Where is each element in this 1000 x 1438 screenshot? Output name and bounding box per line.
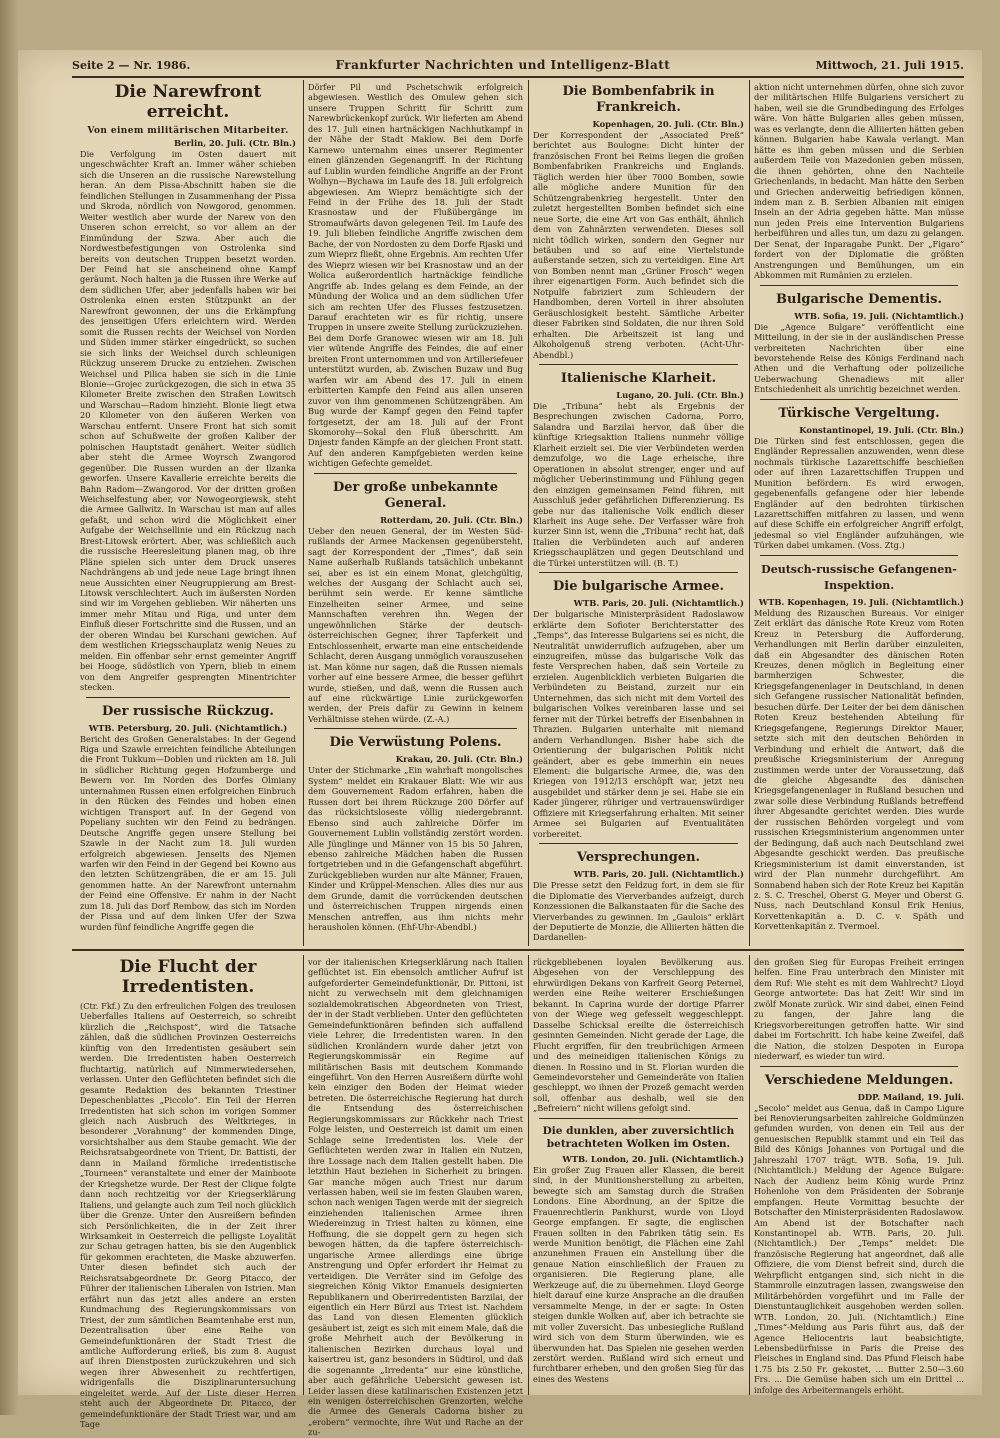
article-title: Die dunklen, aber zuversichtlich betrachteten Wolken im Osten. [542,1124,735,1150]
article-title: Die Bombenfabrik in Frankreich. [562,84,715,115]
article-title: Italienische Klarheit. [560,370,717,386]
article-divider [539,364,738,365]
article-dateline: Kopenhagen, 20. Juli. (Ctr. Bln.) [592,119,744,129]
column-4 [754,82,964,946]
article-dateline: Konstantinopel, 19. Juli. (Ctr. Bln.) [799,424,964,435]
article-body: (Ctr. Fkf.) Zu den erfreulichen Folgen des treulosen Ueberfalles Italiens auf Oesterreich, so schreibt kürzlich die „Reichspost“, wird die Tatsache zählen, daß die südlichen Provinzen Oesterreichs künftig von den Irredentisten gesäubert sein werden. Die Irredentisten haben Oesterreich fluchtartig, natürlich auf Nimmerwiedersehen, verlassen. Unter den Geflüchteten befindet sich die gesamte Redaktion des bekannten Triestiner Depeschenblattes „Piccolo“. Ein Teil der Herren Irredentisten hat sich schon im vorigen Sommer gleich nach Ausbruch des Weltkrieges, in besonderer „Vorahnung“ der kommenden Dinge, vorsichtshalber aus dem Staube gemacht. Wie der Reichsratsabgeordnete von Trient, Dr. Battisti, der dann in Mailand förmliche irredentistische „Tourneen“ veranstaltete und einer der Mainboote der Kriegshetze wurde. Der Rest der Clique folgte dann noch rechtzeitig vor der Kriegserklärung Italiens, und gelangte auch zum Teil noch glücklich über die Grenze. Unter den Ausreißern befinden sich Persönlichkeiten, die in der Zeit ihrer Wirksamkeit in Oesterreich die pelligste Loyalität zur Schau getragen hatten, bis sie den Augenblick für gekommen erachteten, die Maske abzuwerfen. Unter diesen befindet sich auch der Reichsratsabgeordnete Dr. Georg Pitacco, der Führer der italienischen Liberalen von Istrien. Man erfährt nun das jetzt alles andere an ersten Kundmachung des Regierungskommissars von Triest, der zum sämtlichen Beamtenhabe erst nun, Dezentralisation über eine Reihe von Gemeindefunktionären der Stadt Triest die amtliche Aufforderung erließ, bis zum 8. August auf ihren Dienstposten zurückzukehren und sich wegen ihrer Abwesenheit zu rechtfertigen, widrigenfalls die Disziplinaruntersuchung eingeleitet werde. Auf der Liste dieser Herren steht auch der Abgeordnete Dr. Pitacco, der gemeindefunktionäre der Stadt Triest war, und am Tage [80,1001,296,1430]
article-dateline: Rotterdam, 20. Juli. (Ctr. Bln.) [380,514,523,525]
article-title: Türkische Vergeltung. [778,405,940,421]
article-divider [539,1118,738,1119]
article-divider [314,473,517,474]
header-rule [72,76,964,78]
article-dateline: WTB. Petersburg, 20. Juli. (Nichtamtlich.) [88,722,288,733]
column-divider [303,955,304,1395]
column-7 [533,957,744,1395]
article-divider [86,697,290,698]
section-divider [72,949,964,951]
article-body: Die „Agence Bulgare“ veröffentlicht eine Mitteilung, in der sie in der ausländischen Presse verbreiteten Nachrichten über eine bevorstehende Reise des Königs Ferdinand nach Athen und die Verhaftung oder polizeiliche Ueberwachung Ghenadiews mit aller Entschiedenheit als unrichtig bezeichnet werden. [754,321,964,395]
article-subtitle: Von einem militärischen Mitarbeiter. [87,126,289,136]
article-dateline: WTB. Paris, 20. Juli. (Nichtamtlich.) [573,598,744,609]
article-dateline: WTB. Sofia, 19. Juli. (Nichtamtlich.) [794,310,964,321]
column-2 [308,82,523,946]
article-body: rückgebliebenen loyalen Bevölkerung aus. Abgesehen von der Verschleppung des ehrwürdigen Dekans von Karfreit Georg Peternel, werden eine Reihe weiterer Erschießungen bekannt. In Caprina wurde der dortige Pfarrer von der Wiege weg gefesselt weggeschleppt. Dasselbe Schicksal ereilte die österreichisch gesinnten Gemeinden. Nicht gerade der Lage, die Flucht ergriffen, für den treubrüchigen Armeen und des meineidigen italienischen Königs zu dienen. In Rossino und in St. Florian wurden die Gemeindevorsteher und Gemeinderäte von Italien geschleppt, wo ihnen der Prozeß gemacht werden soll, offenbar aus deshalb, weil sie den „Befreiern“ nicht willens gefolgt sind. [533,957,744,1114]
column-divider [303,80,304,946]
header-date: Mittwoch, 21. Juli 1915. [815,58,964,72]
column-divider [528,80,529,946]
article-title: Die Narewfront erreicht. [114,82,262,122]
article-title: Der große unbekannte General. [332,479,499,511]
article-divider [760,1066,958,1067]
article-dateline: Lugano, 20. Juli. (Ctr. Bln.) [616,389,744,400]
article-body: Die Türken sind fest entschlossen, gegen die Engländer Repressalien anzuwenden, wenn diese nochmals türkische Lazarettschiffe beschießen oder auf ihren Lazarettschiffen Truppen und Munition befördern. Es wird erwogen, gegebenenfalls gefangene oder hier lebende Engländer auf den bedrohten türkischen Lazarettschiffen mitfahren zu lassen, und wenn auf diese Schiffe ein erfolgreicher Angriff erfolgt, jedesmal so viel Engländer aufzuhängen, wie Türken dabei umkamen. (Voss. Ztg.) [754,435,964,551]
article-body: Die Presse setzt den Feldzug fort, in dem sie für die Diplomatie des Vierverbandes aufzeigt, durch Konzessionen die Balkanstaaten für die Sache des Vierverbandes zu gewinnen. Im „Gaulois“ erklärt der Deputierte de Monzie, die Alliierten hätten die Dardanellen- [533,880,744,943]
column-divider [528,955,529,1395]
article-divider [760,285,958,286]
article-body: den großen Sieg für Europas Freiheit erringen helfen. Eine Frau unterbrach den Minister mit dem Ruf: Wie steht es mit dem Wahlrecht? Lloyd George antwortete: Das hat Zeit! Wir sind im zwölf Monate zurück. Wir sind dabei, einen Feind zu fangen, der Jahre lang die Kriegsvorbereitungen getroffen hatte. Wir sind dabei im Fortschritt. Ich habe keine Zweifel, daß die Nation, die stolzen Despoten in Europa niederwarf, es wieder tun wird. [754,957,964,1062]
column-1 [80,82,296,946]
article-dateline: WTB. Kopenhagen, 19. Juli. (Nichtamtlich.) [758,596,964,607]
article-dateline: Berlin, 20. Juli. (Ctr. Bln.) [173,138,296,148]
article-title: Der russische Rückzug. [102,703,274,719]
column-3 [533,82,744,946]
column-6 [308,957,523,1438]
article-title: Bulgarische Dementis. [776,291,942,307]
article-body: „Secolo“ meldet aus Genua, daß in Campo Ligure bei Renovierungsarbeiten zahlreiche Goldmünzen gefunden wurden, von denen ein Teil aus der genuesischen Republik stammt und ein Teil das Bild des Königs Johannes von Portugal und die Jahreszahl 1707 trägt. WTB. Sofia, 19. Juli. (Nichtamtlich.) Meldung der Agence Bulgare: Nach der Audienz beim König wurde Prinz Hohenlohe von dem Präsidenten der Sobranje empfangen. Heute Vormittag besuchte der Botschafter den Ministerpräsidenten Radoslawow. Am Abend ist der Botschafter nach Konstantinopel ab. WTB. Paris, 20. Juli. (Nichtamtlich.) Der „Temps“ meldet: Die französische Regierung hat angeordnet, daß alle Offiziere, die vom Dienst befreit sind, durch die Wehrpflicht entgangen sind, sich nicht in die Stammrolle einzutragen lassen, zwangsweise den Militärbehörden vorgeführt und im Falle der Dienstuntauglichkeit ausgehoben werden sollen. WTB. London, 20. Juli. (Nichtamtlich.) Eine „Times“-Meldung aus Paris führt aus, daß der Agence Heliocentris laut beabsichtigte, Lebensbedürfnisse in Paris die Preise des Fleisches in England sind. Das Pfund Fleisch habe 1.75 bis 2.50 Fr. gekostet, ... Butter 2.50—3.60 Frs. ... Die Gemüse haben sich um ein Drittel ... infolge des Arbeitermangels erhöht. [754,1102,964,1395]
column-divider [749,80,750,946]
article-title: Deutsch-russische Gefangenen-Inspektion. [761,562,957,592]
article-title: Die Flucht der Irredentisten. [119,957,257,997]
page-edge [0,0,18,1415]
article-divider [314,728,517,729]
article-dateline: WTB. Paris, 20. Juli. (Nichtamtlich.) [573,869,744,880]
column-8 [754,957,964,1395]
article-title: Die Verwüstung Polens. [329,735,502,751]
article-divider [539,843,738,844]
article-dateline: WTB. London, 20. Juli. (Nichtamtlich.) [562,1153,744,1164]
article-divider [760,399,958,400]
column-divider [749,955,750,1395]
article-body: Meldung des Rizauschen Bureaus. Vor einiger Zeit erklärt das dänische Rote Kreuz vom Roten Kreuz in Petersburg die Aufforderung, Verhandlungen mit Berlin darüber einzuleiten, daß ein Abgesandter des dänischen Roten Kreuzes, denen möglich in Begleitung einer barmherzigen Schwester, die Kriegsgefangenenlager in Deutschland, in denen sich Gefangene russischer Nationalität befinden, besuchen dürfe. Der Leiter der bei dem dänischen Roten Kreuz bestehenden Abteilung für Kriegsgefangene, Regierungs Direktor Mauer, setzte sich mit den deutschen Behörden in Verbindung und erhielt die Antwort, daß die preußische Kriegsministerium der Anregung zustimmen werde unter der Voraussetzung, daß die gleiche Abgesandte des dänischen Kriegsgefangenenlager in Rußland besuchen und zwar solle diese Verbindung Rußlands betreffend ihrer Abgesandte gerichtet werden. Dies wurde der russischen Behörden vorgelegt und vom russischen Kriegsministerium angenommen unter der Bedingung, daß auch nach Deutschland zwei Abgesandte geschickt werden. Das preußische Kriegsministerium ist damit einverstanden, ist wird der Plan nunmehr durchgeführt. Am Sonnabend haben sich der Rote Kreuz bei Kapitän z. S. C. Treschel, Oberst G. Meyer und Oberst G. Nuss, nach Deutschland Konsul Erik Henius, Korvettenkapitän a. D. C. v. Späth und Korvettenkapitän z. Tvermoel. [754,607,964,932]
article-title: Versprechungen. [576,850,701,866]
article-dateline: Krakau, 20. Juli. (Ctr. Bln.) [395,754,523,765]
article-divider [539,572,738,573]
article-body: Unter der Stichmarke „Ein wahrhaft mongolisches System“ meldet ein Krakauer Blatt: Wie wir aus dem Gouvernement Radom erfahren, haben die Russen dort bei ihrem Rückzuge 200 Dörfer auf das rücksichtsloseste völlig niedergebrannt. Ebenso sind auch zahlreiche Dörfer im Gouvernement Lublin vollständig zerstört worden. Alle Jünglinge und Männer von 15 bis 50 Jahren, ebenso zahlreiche Mädchen haben die Russen fortgetrieben und in die Gefangenschaft abgeführt. Zurückgeblieben wurden nur alte Männer, Frauen, Kinder und Krüppel-Menschen. Alles dies nur aus dem Grunde, damit die vorrückenden deutschen und österreichischen Truppen nirgends einen Menschen antreffen, aus ihm nichts mehr herausholen können. (Ehf-Uhr-Abendbl.) [308,765,523,933]
article-dateline: DDP. Mailand, 19. Juli. [857,1091,964,1102]
article-title: Verschiedene Meldungen. [764,1072,954,1088]
article-body: Dörfer Pil und Pschetschwik erfolgreich abgewiesen. Westlich des Omulew gehen sich unsere Truppen Schritt für Schritt zum Narewbrückenkopf zurück. Wir lieferten am Abend des 17. Juli einen hartnäckigen Nachhutkampf in der Nähe der Stadt Maklow. Bei dem Dorfe Karnewo unternahm eines unserer Regimenter einen glänzenden Gegenangriff. In der Richtung auf Lublin wurden feindliche Angriffe an der Front Wolhyn—Bychawa im Laufe des 18. Juli erfolgreich abgewiesen. Am Wieprz bemächtigte sich der Feind in der Frühe des 18. Juli der Stadt Krasnostaw und der Flußübergänge im Stromaufwärts davon gelegenen Teil. Im Laufe des 19. Juli blieben feindliche Angriffe zwischen dem Bache, der von Nordosten zu dem Dorfe Rjaski und zum Wieprz fließt, ohne Ergebnis. Am rechten Ufer des Wieprz wiesen wir bei Krasnostaw und an der Wolica außerordentlich hartnäckige feindliche Angriffe ab. Indes gelang es dem Feinde, an der Mündung der Wolica und an dem südlichen Ufer sich am rechten Ufer des Flusses festzusetzen. Darauf erachteten wir es für richtig, unsere Truppen in unsere zweite Stellung zurückzuziehen. Bei dem Dorfe Granowec wiesen wir am 18. Juli vier wütende Angriffe des Feindes, die auf einer breiten Front unternommen und von Artilleriefeuer unterstützt wurden, ab. Zwischen Buzaw und Bug warfen wir am Abend des 17. Juli in einem erbitterten Kampfe den Feind aus allen unseren zuvor von ihm genommenen Schützengräben. Am Bug wurde der Kampf gegen den Feind tapfer fortgesetzt, der am 18. Juli auf der Front Skomorohy—Sokal den Fluß überschritt. Am Dnjestr fanden Kämpfe an der gleichen Front statt. Auf den anderen Kampfgebieten werden keine wichtigen Gefechte gemeldet. [308,82,523,469]
article-body: Die Verfolgung im Osten dauert mit ungeschwächter Kraft an. Immer wäher schieben sich die Unseren an die russische Narewstellung heran. An dem Pissa-Abschnitt haben sie die feindlichen Stellungen in Zusammenhang der Pissa und Skroda, nördlich von Nowgorod, genommen. Weiter westlich aber wurde der Narew von den Unseren schon erreicht, so vor allem an der Einmündung der Szwa. Aber auch die Nordwestbefestigungen von Ostrolenka sind bereits von deutschen Truppen besetzt worden. Der Feind hat sie anscheinend ohne Kampf geräumt. Noch halten ja die Russen ihre Werke auf dem südlichen Ufer, aber jedenfalls haben wir bei Ostrolenka einen ersten Stützpunkt an der Narewfront gewonnen, der uns die Erkämpfung des jenseitigen Ufers erleichtern wird. Werden somit die Russen rechts der Weichsel von Norden und Süden immer stärker eingedrückt, so suchen sie sich links der Weichsel durch schleunigen Rückzug unserem Drucke zu entziehen. Zwischen Weichsel und Pilica haben sie sich in die Linie Blonie—Grojec zurückgezogen, die sich in etwa 35 Kilometer Breite zwischen den Straßen Lowitsch und Warschau—Radom hinzieht. Blonie liegt etwa 20 Kilometer von den äußeren Werken von Warschau entfernt. Unsere Front hat sich somit schon auf Schußweite der großen Kaliber der polnischen Hauptstadt genähert. Weiter südlich aber steht die Armee Woyrsch Zwangorod gegenüber. Die Russen wurden an der Ilzanka geworfen. Unsere Kavallerie erreichte bereits die Bahn Radom—Zwangorod. Vor der dritten großen Weichselfestung aber, vor Nowogeorgiewsk, steht die Armee Gallwitz. In Warschau ist man auf alles gefaßt, und schon wird die Möglichkeit einer Aufgabe der Weichsellinie und ein Rückzug nach Brest-Litowsk erörtert. Aber, was schließlich auch die russische Heeresleitung planen mag, ob ihre Pläne spielen sich unter dem Druck unseres Nachdrängens ab und jede neue Lage bringt ihnen neue Aussichten einer Neugruppierung am Brest-Litowsk verschlechtert. Auch im äußersten Norden sind wir im Vorgehen geblieben. Wir näherten uns immer mehr Mitau und Riga, und unter dem Einfluß dieser Fortschritte sind die Russen, und an der oberen Windau bei Kurschani gewichen. Auf dem westlichen Kriegsschauplatz wenig Neues zu melden. Ein offenbar sehr ernst gemeinter Angriff bei Hooge, südöstlich von Ypern, blieb in einem von dem Angreifer gesprengten Minentrichter stecken. [80,149,296,693]
article-body: Der Korrespondent der „Associated Preß“ berichtet aus Boulogne: Dicht hinter der französischen Front bei Reims liegen die großen Bombenfabriken Frankreichs und Englands. Täglich werden hier über 7000 Bomben, sowie alle mögliche andere Munition für den Schützengrabenkrieg hergestellt. Unter den zuletzt hergestellten Bomben befindet sich eine neue Sorte, die eine Art von Gas enthält, ähnlich dem von Zahnärzten verwendeten. Dieses soll nicht tödlich wirken, sondern den Gegner nur betäuben und so auf eine Viertelstunde außerstande setzen, sich zu verteidigen. Eine Art von Bomben nennt man „Grüner Frosch“ wegen ihrer eigenartigen Form. Auch befindet sich die Notpulfe fabriziert zum Schleudern der Handbomben, deren Vorteil in ihrer absoluten Geräuschlosigkeit besteht. Sämtliche Arbeiter dieser Fabriken sind Soldaten, die nur ihren Sold erhalten. Die Arbeitszeit ist lang und Alkoholgenuß streng verboten. (Acht-Uhr-Abendbl.) [533,130,744,360]
header-masthead: Frankfurter Nachrichten und Intelligenz-Blatt [335,58,671,72]
article-body: aktion nicht unternehmen dürfen, ohne sich zuvor der militärischen Hilfe Bulgariens versichert zu haben, weil sie die Grundbedingung des Erfolges wäre. Von hätte Bulgarien alles geben müssen, was es verlangte, denn die Alliierten hätten geben können. Bulgarien habe Kawala verlangt. Man hätte es ihm geben müssen und die Serbien außerdem Teile von Mazedonien geben müssen, die ihnen gehörten, ohne den Nachteile Griechenlands, in bedacht. Man hätte den Serben und Griechen anderweitig befriedigen können, indem man z. B. Serbien Albanien mit einigen Inseln an der Adria gegeben hätte. Man müsse nun jeden Preis eine Intervention Bulgariens herbeiführen und alles tun, um dazu zu gelangen. Der Senat, der Inparagabe Punkt. Der „Figaro“ fordert von der Diplomatie die größten Anstrengungen und Bemühungen, um ein Abkommen mit Rumänien zu erzielen. [754,82,964,281]
article-body: Die „Tribuna“ hebt als Ergebnis der Besprechungen zwischen Cadorna, Porro, Salandra und Barzilai hervor, daß über die künftige Kriegsaktion Italiens nunmehr völlige Klarheit erzielt sei. Die vier Verbündeten werden demzufolge, wo die Lage erheische, ihre Operationen in absolut strenger, enger und auf möglicher Ueberinstimmung und Fühlung gegen den einzigen gemeinsamen Feind führen, mit Ausschluß jeder gefährlichen Differenzierung. Es gebe nur das italienische Volk endlich dieser Klarheit ins Auge sehe. Der Verfasser wäre froh kurzer Sinn ist, wenn die „Tribuna“ recht hat, daß Italien die Verbündeten auch auf anderen Kriegsschauplätzen und gegen Deutschland und die Türkei unterstützen will. (B. T.) [533,400,744,568]
article-body: Ein großer Zug Frauen aller Klassen, die bereit sind, in der Munitionsherstellung zu arbeiten, bewegte sich am Samstag durch die Straßen Londons. Eine Abordnung, an der Spitze die Frauenrechtlerin Pankhurst, wurde von Lloyd George empfangen. Er sagte, die englischen Frauen sollten in den Fabriken tätig sein. Es werde Munition benötigt, die Flächen eine Zahl anzunehmen Frauen ein Anstellung über die genaue Nation einschließlich der Frauen zu organisieren. Die Regierung plane, alle Werkzeuge auf, die zu übernehmen. Lloyd George hielt darauf eine kurze Ansprache an die draußen versammelte Menge, in der er sagte: In Osten steigen dunkle Wolken auf, aber ich betrachte sie mit voller Zuversicht. Das unbesiegliche Rußland wird sich von dem Sturm überwinden, wie es überwunden hat. Das Spielen nie gesehen werden zerstört werden. Rußland wird sich erneut und furchtbarer erheben, und den großen Sieg für das eines des Westens [533,1164,744,1384]
article-body: Der bulgarische Ministerpräsident Radoslawow erklärte dem Sofioter Berichterstatter des „Temps“, das Interesse Bulgariens sei es nicht, die Neutralität unwiderruflich aufzugeben, aber um einzugreifen, müsse das bulgarische Volk das feste Versprechen haben, daß sein Vorteile zu erzielen. Augenblicklich verbieten Bulgarien die Verbündeten zu Beistand, zurzeit nur ein Unternehmen, das sich nicht mit dem Vorteil des bulgarischen Volkes vereinbaren lasse und sei ferner mit der Türkei betreffs der Eisenbahnen in Thrazien. Bulgarien unterhalte mit niemand andern Verhandlungen. Bisher habe sich die Orientierung der bulgarischen Politik nicht geändert, aber es gebe immerhin ein neues Element: die bulgarische Armee, die, was den Kriegen von 1912/13 erschöpft war, jetzt neu ausgebildet und stärker denn je sei. Habe sie ein Kader jüngerer, rühriger und vertrauenswürdiger Offiziere mit Kriegserfahrung erhalten. Mit seiner Armee sei Bulgarien auf Eventualitäten vorbereitet. [533,609,744,839]
article-body: Ueber den neuen General, der im Westen Süd-rußlands der Armee Mackensen gegenübersteht, sagt der Korrespondent der „Times“, daß sein Name außerhalb Rußlands tatsächlich unbekannt sei, aber es ist ein einem Monat, gleichgültig, welches der Ausgang der Schlacht auch sei, berühmt sein werde. Er kenne sämtliche Einzelheiten seiner Armee, und seine Mannschaften verehren ihn. Wegen der ungewöhnlichen Stärke der deutsch-österreichischen Gegner, ihrer Tapferkeit und Entschlossenheit, erwarte man eine entscheidende Schlacht, deren Ausgang unmöglich vorauszusehen ist. Man könne nur sagen, daß die Russen niemals vorher auf eine bessere Armee, die besser geführt wurde, stießen, und daß, wenn die Russen auch auf eine rückwärtige Linie zurückgeworfen werden, der Preis dafür zu Gewinn in keinem Verhältnisse stehen würde. (Z.-A.) [308,525,523,724]
article-divider [760,555,958,556]
header-page-number: Seite 2 — Nr. 1986. [72,58,191,72]
article-title: Die bulgarische Armee. [552,579,725,595]
article-body: vor der italienischen Kriegserklärung nach Italien geflüchtet ist. Ein ebensolch amtlicher Aufruf ist aufgeforderter Gemeindefunktionär, Dr. Pittoni, ist nicht zu verwechseln mit dem gleichnamigen sozialdemokratischen Abgeordneten von Triest, der in der Stadt verblieben. Unter den geflüchteten Gemeindefunktionären befinden sich auffallend viele Lehrer, die Irredentisten waren. In den südlichen Kronländern wurde daher jetzt von Regierungskommissär ein Regime auf militärischen Basis mit deutschem Kommando eingeführt. Von den Herren Ausreißern dürfte wohl kein einziger den Boden der Heimat wieder betreten. Die österreichische Regierung hat durch die Entsendung des österreichischen Regierungskommissars zur Rückkehr nach Triest Folge leisten, und Oesterreich ist damit um einen Schlage seine Irredentisten los. Viele der Geflüchteten werden zwar in Italien ein Nutzen, ihre Lossage nach dem Italien gestellt haben. Die letzthin Haut beziehen in Sicherheit zu bringen. Gar manche mögen auch Triest nur darum verlassen haben, weil sie im festen Glauben waren, schon nach wenigen Tagen werde mit der siegreich einziehenden italienischen Armee ihren Wiedereinzug in Triest halten zu können, eine Hoffnung, die sie doppelt gern zu hegen sich bewogen hätten, da die tapfere österreichisch-ungarische Armee allerdings eine übrige Anstrengung und Opfer erfordert ihr Heimat zu verteidigen. Die Verräter sind im Gefolge des siegreichen König Viktor Emanuels designierten Republikanern und Oberirredentisten Barzilai, der eigentlich ein Herr Bürzl aus Triest ist. Nachdem das Land von diesen Elementen glücklich gesäubert ist, zeigt es sich mit einem Male, daß die große Mehrheit auch der Bevölkerung in italienischen Bezirken durchaus loyal und kaisertreu ist, ganz besonders in Südtirol, und daß die sogenannte „Irredenta“ nur eine künstliche, aber auch gefährliche Uebersicht gewesen ist. Leider lassen diese katilinarischen Existenzen jetzt ein wenigen österreichischen Grenzorten, welche die Armee des Generals Cadorna bisher zu „erobern“ vermochte, ihre Wut und Rache an der zu- [308,957,523,1438]
column-5 [80,957,296,1430]
page-header [72,54,964,76]
article-body: Bericht des Großen Generalstabes: In der Gegend Riga und Szawle erreichten feindliche Abteilungen die Front Tukkum—Doblen und rückten am 18. Juli in südlicher Richtung gegen Hofzumberge und Bewern vor. Im Norden des Dorfes Olmiany unternahmen Russen einen erfolgreichen Einbruch in den Rücken des Feindes und hoben einen wichtigen Transport auf. In der Gegend von Popeliany suchten wir den Feind zu bedrängen. Deutsche Angriffe gegen unsere Stellung bei Szawle in der Nacht zum 18. Juli wurden erfolgreich abgewiesen. Jenseits des Njemen warfen wir den Feind in der Gegend bei Kowno aus den letzten Schützengräben, die er am 15. Juli genommen hatte. An der Narewfront unternahm der Feind eine Offensive. Er nahm in der Nacht zum 18. Juli das Dorf Rembow, das sich im Norden der Pissa und auf dem linken Ufer der Szwa wurden fünf feindliche Angriffe gegen die [80,733,296,932]
